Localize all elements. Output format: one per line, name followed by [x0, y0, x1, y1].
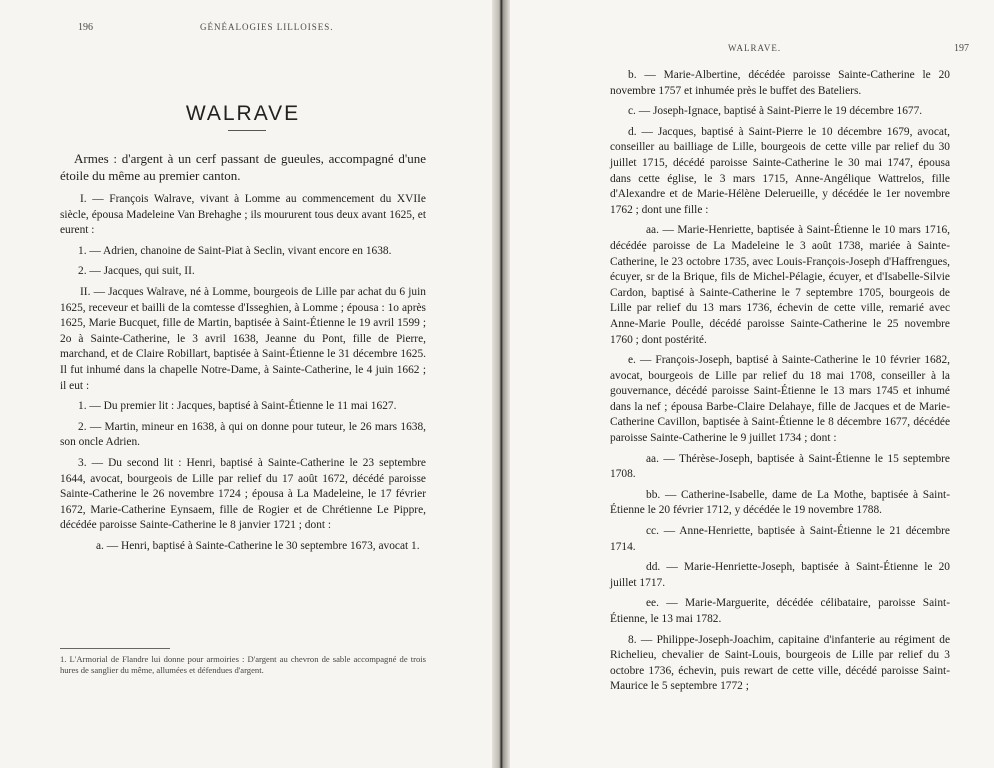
- paragraph-6: aa. — Thérèse-Joseph, baptisée à Saint-Étienne le 15 septembre 1708.: [610, 452, 950, 481]
- page-number: 196: [78, 22, 93, 33]
- paragraph-11: 8. — Philippe-Joseph-Joachim, capitaine d'infanterie au régiment de Richelieu, chevalier de Saint-Louis, bourgeois de Lille par relief du 3 octobre 1736, échevin, puis rewart de cette ville, décédé paroisse Saint-Maurice le 5 septembre 1772 ;: [610, 633, 950, 693]
- paragraph-3: 2. — Jacques, qui suit, II.: [78, 265, 195, 278]
- left-page: [0, 0, 492, 768]
- paragraph-2: c. — Joseph-Ignace, baptisé à Saint-Pierre le 19 décembre 1677.: [628, 105, 923, 118]
- paragraph-2: 1. — Adrien, chanoine de Saint-Piat à Seclin, vivant encore en 1638.: [78, 244, 392, 257]
- paragraph-8: a. — Henri, baptisé à Sainte-Catherine le 30 septembre 1673, avocat 1.: [96, 539, 420, 552]
- running-head: GÉNÉALOGIES LILLOISES.: [200, 22, 334, 32]
- right-text-block: [610, 68, 950, 700]
- family-title: WALRAVE: [185, 102, 301, 126]
- paragraph-1: b. — Marie-Albertine, décédée paroisse Sainte-Catherine le 20 novembre 1757 et inhumée près le buffet des Bateliers.: [610, 69, 950, 97]
- paragraph-3: d. — Jacques, baptisé à Saint-Pierre le 10 décembre 1679, avocat, conseiller au bailliage de Lille, bourgeois de cette ville par relief du 30 juillet 1715, décédé paroisse Sainte-Catherine le 30 mai 1747, épousa dans cette église, le 3 mars 1715, Anne-Angélique Wattrelos, fille d'Alexandre et de Marie-Hélène Delerueille, y décédée le 1er novembre 1762 ; dont une fille :: [610, 125, 950, 216]
- paragraph-8: cc. — Anne-Henriette, baptisée à Saint-Étienne le 21 décembre 1714.: [610, 525, 950, 553]
- arms-paragraph: Armes : d'argent à un cerf passant de gueules, accompagné d'une étoile du même au premier canton.: [60, 151, 426, 183]
- running-head: WALRAVE.: [728, 43, 782, 53]
- paragraph-6: 2. — Martin, mineur en 1638, à qui on donne pour tuteur, le 26 mars 1638, son oncle Adrien.: [60, 420, 426, 449]
- paragraph-10: ee. — Marie-Marguerite, décédée célibataire, paroisse Saint-Étienne, le 13 mai 1782.: [610, 597, 950, 625]
- paragraph-5: e. — François-Joseph, baptisé à Sainte-Catherine le 10 février 1682, avocat, bourgeois de Lille par relief du 18 mai 1708, conseiller à la gouvernance, décédé paroisse Saint-Étienne le 13 mars 1745 et inhumé dans la nef ; épousa Barbe-Claire Delahaye, fille de Jacques et de Marie-Catherine Cavillon, baptisée à Saint-Étienne le 8 décembre 1677, décédée paroisse Sainte-Catherine le 9 juillet 1734 ; dont :: [610, 354, 950, 445]
- paragraph-7: bb. — Catherine-Isabelle, dame de La Mothe, baptisée à Saint-Étienne le 20 février 1712, y décédée le 19 novembre 1788.: [610, 488, 950, 517]
- left-text-block: [60, 150, 426, 559]
- paragraph-7: 3. — Du second lit : Henri, baptisé à Sainte-Catherine le 23 septembre 1644, avocat, bourgeois de Lille par relief du 17 août 1672, décédé paroisse Sainte-Catherine le 26 novembre 1724 ; épousa à La Madeleine, le 17 février 1672, Marie-Catherine Eynsaem, fille de Rogier et de Chrétienne Le Pippre, décédée paroisse Sainte-Catherine le 8 janvier 1721 ; dont :: [60, 456, 426, 532]
- paragraph-9: dd. — Marie-Henriette-Joseph, baptisée à Saint-Étienne le 20 juillet 1717.: [610, 561, 950, 589]
- paragraph-4: aa. — Marie-Henriette, baptisée à Saint-Étienne le 10 mars 1716, décédée paroisse de La Madeleine le 3 août 1738, mariée à Sainte-Catherine, le 23 octobre 1735, avec Louis-François-Joseph d'Haffrengues, écuyer, sr de la Brique, fils de Michel-Pélagie, écuyer, et d'Isabelle-Silvie Cardon, baptisé à Sainte-Catherine le 7 septembre 1705, bourgeois de Lille par relief du 13 mars 1736, échevin de cette ville, remarié avec Anne-Marie Poulle, décédé paroisse Sainte-Catherine le 25 novembre 1760 ; dont postérité.: [610, 224, 950, 346]
- title-rule: [228, 130, 266, 131]
- footnote-rule: [60, 648, 170, 649]
- right-page: [510, 0, 994, 768]
- book-gutter: [492, 0, 510, 768]
- paragraph-5: 1. — Du premier lit : Jacques, baptisé à Saint-Étienne le 11 mai 1627.: [78, 400, 397, 413]
- page-number: 197: [954, 43, 969, 54]
- paragraph-4: II. — Jacques Walrave, né à Lomme, bourgeois de Lille par achat du 6 juin 1625, receveur et bailli de la comtesse d'Isseghien, à Lomme ; épousa : 1o après 1625, Marie Bucquet, fille de Martin, baptisée à Saint-Étienne le 19 avril 1599 ; 2o à Sainte-Catherine, le 3 avril 1638, Jeanne du Pont, fille de Pierre, marchand, et de Claire Robillart, baptisée à Saint-Étienne le 31 décembre 1625. Il fut inhumé dans la chapelle Notre-Dame, à Sainte-Catherine, le 4 juin 1662 ; il eut :: [60, 285, 426, 392]
- footnote: 1. L'Armorial de Flandre lui donne pour armoiries : D'argent au chevron de sable accompagné de trois hures de sanglier du même, allumées et défendues d'argent.: [60, 654, 426, 675]
- paragraph-1: I. — François Walrave, vivant à Lomme au commencement du XVIIe siècle, épousa Madeleine Van Brehaghe ; ils moururent tous deux avant 1625, et eurent :: [60, 193, 426, 237]
